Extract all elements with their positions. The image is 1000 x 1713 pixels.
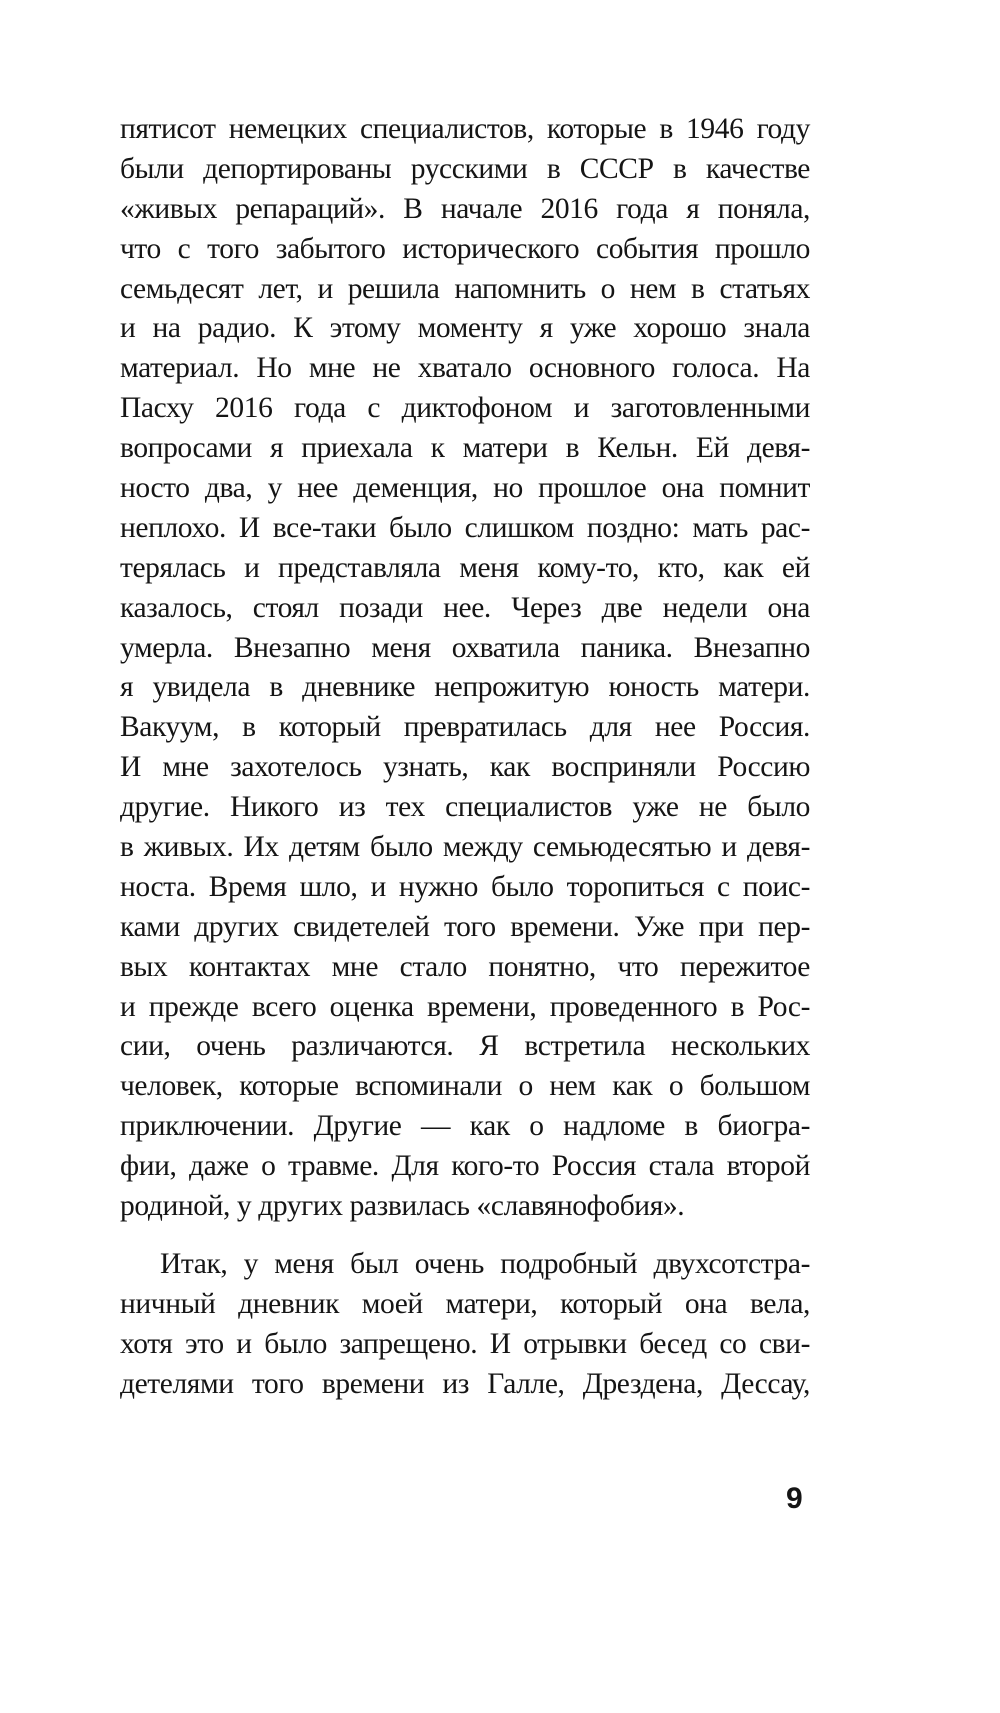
- text-line: в живых. Их детям было между семьюдесятью и девя-: [120, 831, 810, 864]
- text-line: носта. Время шло, и нужно было торопиться с поис-: [120, 870, 810, 903]
- text-line: приключении. Другие — как о надломе в биогра-: [120, 1110, 810, 1143]
- text-line: и прежде всего оценка времени, проведенного в Рос-: [120, 990, 810, 1023]
- text-line: умерла. Внезапно меня охватила паника. Внезапно: [120, 631, 810, 664]
- text-line: вопросами я приехала к матери в Кельн. Ей девя-: [120, 432, 810, 465]
- text-line: неплохо. И все-таки было слишком поздно: мать рас-: [120, 511, 810, 544]
- text-line: И мне захотелось узнать, как восприняли Россию: [120, 751, 810, 784]
- text-line: «живых репараций». В начале 2016 года я поняла,: [120, 192, 810, 225]
- text-line: терялась и представляла меня кому-то, кто, как ей: [120, 551, 810, 584]
- text-line: и на радио. К этому моменту я уже хорошо знала: [120, 312, 810, 345]
- text-line: ками других свидетелей того времени. Уже при пер-: [120, 910, 810, 943]
- page-body-text: [120, 110, 810, 1405]
- text-line: родиной, у других развилась «славянофобия».: [120, 1190, 685, 1223]
- text-line: материал. Но мне не хватало основного голоса. На: [120, 352, 810, 385]
- paragraph-gap: [120, 1227, 810, 1245]
- paragraph-1: [120, 110, 810, 1227]
- paragraph-2: [120, 1245, 810, 1405]
- text-line: были депортированы русскими в СССР в качестве: [120, 152, 810, 185]
- text-line: хотя это и было запрещено. И отрывки бесед со сви-: [120, 1327, 810, 1360]
- text-line: Пасху 2016 года с диктофоном и заготовленными: [120, 392, 810, 425]
- text-line: Итак, у меня был очень подробный двухсотстра-: [160, 1247, 810, 1280]
- page-number: 9: [786, 1482, 803, 1515]
- text-line: другие. Никого из тех специалистов уже не было: [120, 791, 810, 824]
- text-line: ничный дневник моей матери, который она вела,: [120, 1287, 810, 1320]
- text-line: казалось, стоял позади нее. Через две недели она: [120, 591, 810, 624]
- text-line: я увидела в дневнике непрожитую юность матери.: [120, 671, 810, 704]
- text-line: что с того забытого исторического события прошло: [120, 232, 810, 265]
- text-line: носто два, у нее деменция, но прошлое она помнит: [120, 472, 810, 505]
- text-line: сии, очень различаются. Я встретила нескольких: [120, 1030, 810, 1063]
- text-line: вых контактах мне стало понятно, что пережитое: [120, 950, 810, 983]
- text-line: семьдесят лет, и решила напомнить о нем в статьях: [120, 272, 810, 305]
- text-line: Вакуум, в который превратилась для нее Россия.: [120, 711, 810, 744]
- text-line: пятисот немецких специалистов, которые в 1946 году: [120, 113, 810, 145]
- text-line: человек, которые вспоминали о нем как о большом: [120, 1070, 810, 1103]
- text-line: фии, даже о травме. Для кого-то Россия стала второй: [120, 1150, 810, 1183]
- text-line: детелями того времени из Галле, Дрездена, Дессау,: [120, 1367, 810, 1400]
